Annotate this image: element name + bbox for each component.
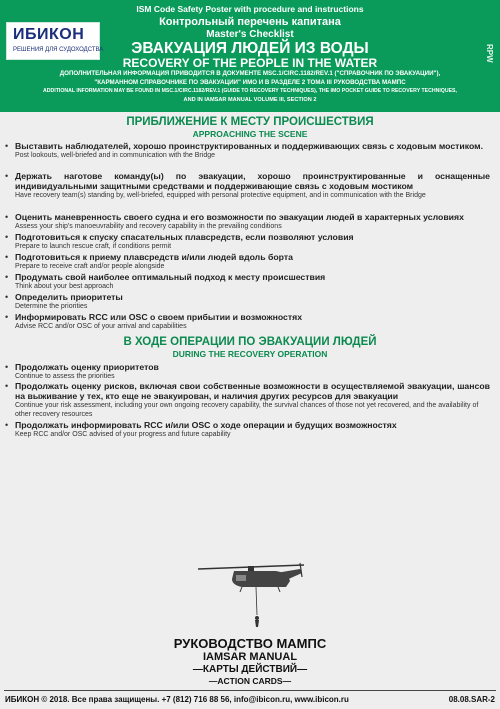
bullet-icon: •	[5, 312, 9, 322]
checklist-ru: Контрольный перечень капитана	[159, 16, 341, 28]
logo-subtext: РЕШЕНИЯ ДЛЯ СУДОХОДСТВА	[13, 47, 104, 53]
bullet-icon: •	[5, 272, 9, 282]
section2-title-en: DURING THE RECOVERY OPERATION	[172, 349, 328, 359]
manual-title-ru: РУКОВОДСТВО МАМПС	[173, 636, 327, 651]
list-item: • Выставить наблюдателей, хорошо проинструктированных и поддерживающих связь с ходовым мостиком. Post lookouts, well-briefed and in communication with the Bridge	[5, 141, 484, 159]
list-item: • Продолжать оценку приоритетов Continue to assess the priorities	[5, 362, 159, 380]
bullet-icon: •	[5, 420, 9, 430]
list-item: • Продумать свой наиболее оптимальный подход к месту происшествия Think about your best approach	[5, 272, 326, 290]
manual-title-en: IAMSAR MANUAL	[202, 651, 298, 663]
bullet-icon: •	[5, 381, 9, 391]
cards-title-ru: —КАРТЫ ДЕЙСТВИЙ—	[192, 664, 308, 675]
bullet-icon: •	[5, 292, 9, 302]
bullet-icon: •	[5, 232, 9, 242]
list-item: • Определить приоритеты Determine the priorities	[5, 292, 123, 310]
document-code: 08.08.SAR-2	[448, 695, 495, 704]
section1-title-ru: ПРИБЛИЖЕНИЕ К МЕСТУ ПРОИСШЕСТВИЯ	[126, 116, 374, 128]
note-en-1: ADDITIONAL INFORMATION MAY BE FOUND IN MSC.1/CIRC.1182/REV.1 (GUIDE TO RECOVERY TECHNIQUES), THE IMO POCKET GUIDE TO RECOVERY TECHNIQUES,	[43, 88, 457, 94]
bullet-icon: •	[5, 212, 9, 222]
bullet-icon: •	[5, 141, 9, 151]
list-item: • Подготовиться к приему плавсредств и/или людей вдоль борта Prepare to receive craft and/or people alongside	[5, 252, 293, 270]
list-item: • Оценить маневренность своего судна и его возможности по эвакуации людей в характерных условиях Assess your ship's manoeuvrability and recovery capability in the prevailing conditions	[5, 212, 464, 230]
list-item: • Подготовиться к спуску спасательных плавсредств, если позволяют условия Prepare to launch rescue craft, if conditions permit	[5, 232, 354, 250]
cards-title-en: —ACTION CARDS—	[208, 676, 292, 686]
logo-text: ИБИКОН	[13, 26, 85, 43]
poster-header	[0, 0, 500, 112]
bullet-icon: •	[5, 362, 9, 372]
list-item: • Информировать RCC или OSC о своем прибытии и возможностях Advise RCC and/or OSC of your arrival and capabilities	[5, 312, 303, 330]
checklist-en: Master's Checklist	[206, 29, 294, 40]
title-ru: ЭВАКУАЦИЯ ЛЮДЕЙ ИЗ ВОДЫ	[131, 40, 369, 57]
section1-title-en: APPROACHING THE SCENE	[192, 129, 308, 139]
helicopter-icon	[196, 555, 306, 630]
section2-title-ru: В ХОДЕ ОПЕРАЦИИ ПО ЭВАКУАЦИИ ЛЮДЕЙ	[123, 336, 377, 348]
bullet-icon: •	[5, 171, 9, 181]
title-en: RECOVERY OF THE PEOPLE IN THE WATER	[122, 56, 378, 70]
footer-divider	[4, 690, 496, 691]
bullet-icon: •	[5, 252, 9, 262]
list-item: • Держать наготове команду(ы) по эвакуации, хорошо проинструктированные и оснащенные индивидуальными защитными средствами и поддерживающие связь с ходовым мостиком Have recovery team(s) standing by, well-briefed, equipped with personal protective equipment, and in communication with the Bridge	[5, 171, 490, 199]
note-en-2: AND IN IAMSAR MANUAL VOLUME III, SECTION 2	[183, 97, 317, 103]
copyright-text: ИБИКОН © 2018. Все права защищены. +7 (812) 716 88 56, info@ibicon.ru, www.ibicon.ru	[5, 695, 349, 704]
note-ru-1: ДОПОЛНИТЕЛЬНАЯ ИНФОРМАЦИЯ ПРИВОДИТСЯ В ДОКУМЕНТЕ MSC.1/CIRC.1182/REV.1 ("СПРАВОЧНИК ПО ЭВАКУАЦИИ"),	[59, 70, 441, 77]
ism-line: ISM Code Safety Poster with procedure and instructions	[136, 4, 364, 14]
list-item: • Продолжать оценку рисков, включая свои собственные возможности в осуществляемой эвакуации, шансов на выживание у тех, кто еще не эвакуирован, и наличия других ресурсов для эвакуации Continue your risk assessment, including your own ongoing recovery capability, the survival chances of those not yet recovered, and the availability of other recovery resources	[5, 381, 490, 418]
list-item: • Продолжать информировать RCC и/или OSC о ходе операции и будущих возможностях Keep RCC and/or OSC advised of your progress and future capability	[5, 420, 397, 438]
note-ru-2: "КАРМАННОМ СПРАВОЧНИКЕ ПО ЭВАКУАЦИИ" ИМО И В РАЗДЕЛЕ 2 ТОМА III РУКОВОДСТВА МАМПС	[94, 79, 406, 86]
side-label: RPW	[485, 44, 494, 63]
